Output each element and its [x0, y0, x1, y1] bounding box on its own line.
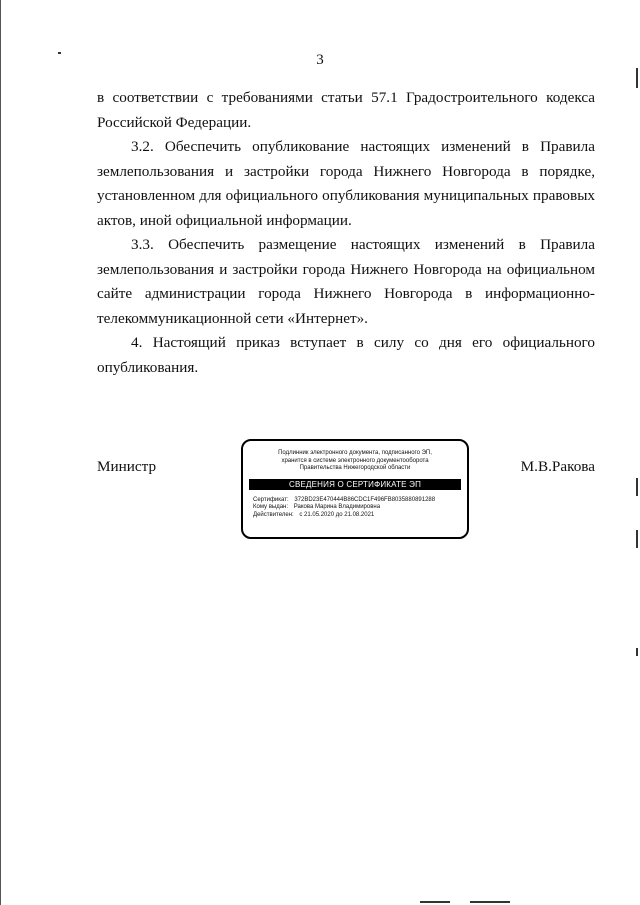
scan-bottom-mark [420, 901, 450, 903]
stamp-issued-to-row [253, 504, 457, 512]
scan-bottom-mark [470, 901, 510, 903]
scan-edge-mark [636, 648, 638, 656]
stamp-issued-to-value: Ракова Марина Владимировна [293, 504, 381, 510]
stamp-header-line: хранится в системе электронного документооборота [281, 457, 429, 464]
stamp-certificate-label: Сертификат: [253, 496, 289, 503]
page-number: 3 [316, 52, 324, 68]
document-body [97, 86, 595, 380]
stamp-banner: СВЕДЕНИЯ О СЕРТИФИКАТЕ ЭП [249, 479, 461, 490]
stamp-header [243, 441, 467, 473]
stamp-details [243, 490, 467, 520]
paragraph-continuation: в соответствии с требованиями статьи 57.1 Градостроительного кодекса Российской Федерации. [97, 89, 595, 131]
electronic-signature-stamp [241, 439, 469, 539]
signer-role: Министр [97, 458, 157, 475]
scan-edge-mark [636, 68, 638, 88]
stamp-header-line: Правительства Нижегородской области [299, 465, 411, 471]
scan-edge-mark [636, 530, 638, 548]
stamp-valid-label: Действителен: [253, 511, 294, 518]
signature-block [97, 450, 595, 544]
stamp-header-line: Подлинник электронного документа, подписанного ЭП, [278, 450, 432, 456]
scan-left-edge [0, 0, 1, 905]
stamp-valid-value: с 21.05.2020 до 21.08.2021 [299, 511, 375, 518]
stamp-certificate-value: 372BD23E470444B86CDC1F496FB8035880891288 [294, 496, 436, 503]
stamp-valid-row [253, 512, 457, 520]
scan-edge-mark [636, 478, 638, 496]
paragraph-3-2: 3.2. Обеспечить опубликование настоящих изменений в Правила землепользования и застройки города Нижнего Новгорода в порядке, установленном для официального опубликования муниципальных правовых актов, иной официальной информации. [97, 138, 595, 229]
stamp-certificate-row [253, 497, 457, 505]
stamp-issued-to-label: Кому выдан: [253, 504, 289, 510]
signer-name: М.В.Ракова [520, 458, 595, 475]
paragraph-4: 4. Настоящий приказ вступает в силу со дня его официального опубликования. [97, 334, 595, 376]
paragraph-3-3: 3.3. Обеспечить размещение настоящих изменений в Правила землепользования и застройки города Нижнего Новгорода на официальном сайте администрации города Нижнего Новгорода в информационно-телекоммуникационной сети «Интернет». [97, 236, 595, 327]
